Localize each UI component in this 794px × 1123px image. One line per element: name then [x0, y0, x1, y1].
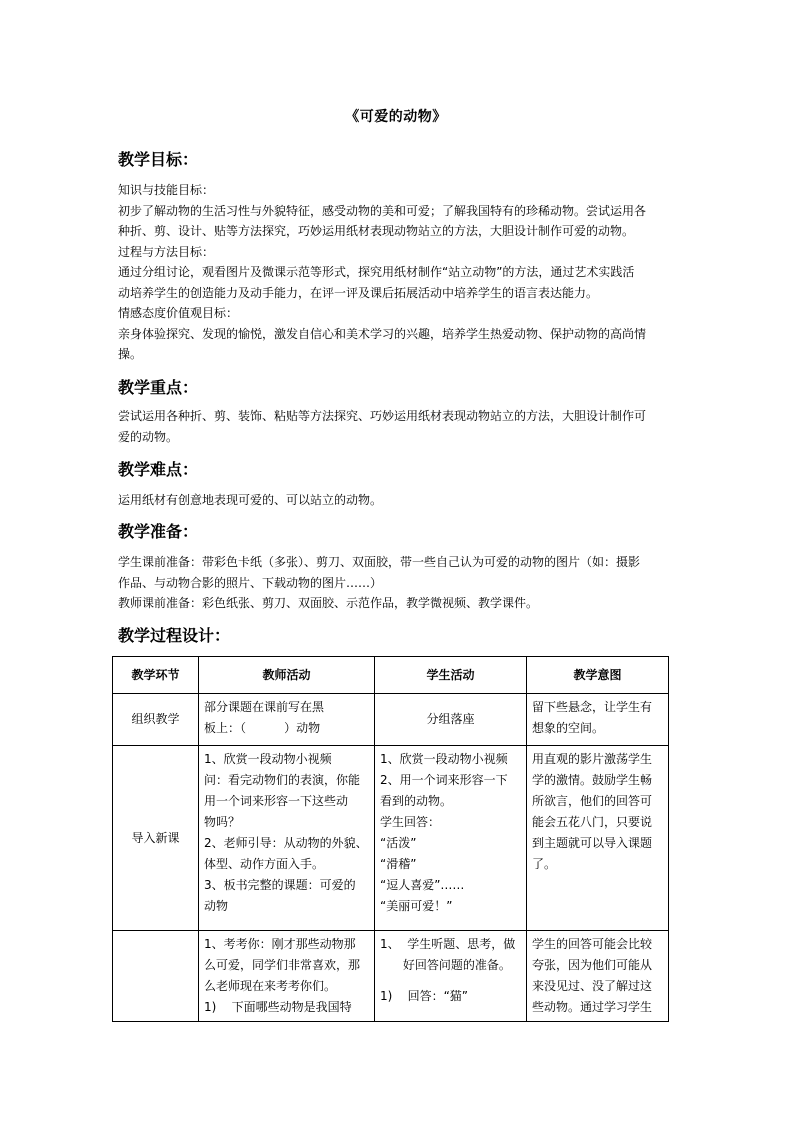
table-row — [113, 694, 669, 746]
intent-cell — [527, 694, 669, 746]
stage-cell: 组织教学 — [113, 694, 199, 746]
table-header-row — [113, 657, 669, 694]
heading-process: 教学过程设计： — [118, 626, 231, 645]
cell-line: “活泼” — [380, 836, 417, 850]
cell-line: 看到的动物。 — [380, 794, 453, 808]
heading-difficulties: 教学难点： — [118, 460, 199, 479]
teacher-cell — [199, 931, 375, 1022]
teacher-cell — [199, 746, 375, 931]
cell-line: 1、欣赏一段动物小视频 — [380, 752, 508, 766]
text-line: 过程与方法目标： — [118, 244, 215, 259]
text-line: 学生课前准备：带彩色卡纸（多张）、剪刀、双面胶，带一些自己认为可爱的动物的图片（如：摄影 — [118, 555, 641, 569]
key-points-text — [118, 406, 674, 447]
stage-cell — [113, 931, 199, 1022]
cell-line: 动物 — [204, 899, 229, 913]
cell-line — [380, 976, 521, 986]
text-line: 知识与技能目标： — [118, 183, 215, 197]
preparation-text — [118, 552, 674, 614]
header-intent: 教学意图 — [527, 657, 669, 694]
text-line: 操。 — [118, 347, 143, 361]
cell-line: 所欲言，他们的回答可 — [532, 794, 653, 808]
intent-cell — [527, 931, 669, 1022]
text-line: 动培养学生的创造能力及动手能力，在评一评及课后拓展活动中培养学生的语言表达能力。 — [118, 285, 599, 300]
student-cell — [375, 746, 527, 931]
cell-line: 学生回答： — [380, 815, 441, 829]
text-line: 初步了解动物的生活习性与外貌特征，感受动物的美和可爱；了解我国特有的珍稀动物。尝试运用各 — [118, 203, 647, 218]
teacher-cell — [199, 694, 375, 746]
header-student: 学生活动 — [375, 657, 527, 694]
text-line: 亲身体验探究、发现的愉悦，激发自信心和美术学习的兴趣，培养学生热爱动物、保护动物的高尚情 — [118, 326, 647, 341]
cell-line: “美丽可爱！” — [380, 899, 453, 913]
text-line: 运用纸材有创意地表现可爱的、可以站立的动物。 — [118, 493, 383, 507]
intent-cell — [527, 746, 669, 931]
cell-line: 来没见过、没了解过这 — [532, 979, 653, 993]
student-cell: 分组落座 — [375, 694, 527, 746]
cell-line: 么可爱，同学们非常喜欢，那 — [204, 958, 361, 972]
difficulties-text — [118, 490, 674, 511]
cell-line: 3、板书完整的课题：可爱的 — [204, 878, 356, 892]
cell-line: 物吗？ — [204, 815, 241, 829]
cell-line: 1) 下面哪些动物是我国特 — [204, 1000, 352, 1014]
table-row — [113, 931, 669, 1022]
text-line: 作品、与动物合影的照片、下载动物的图片……） — [118, 575, 383, 590]
cell-line: 板上：（ ）动物 — [204, 721, 321, 735]
header-stage: 教学环节 — [113, 657, 199, 694]
goals-text — [118, 180, 674, 365]
cell-line: 学生的回答可能会比较 — [532, 937, 653, 951]
cell-line: 问：看完动物们的表演，你能 — [204, 773, 361, 787]
cell-line: 么老师现在来考考你们。 — [204, 979, 337, 993]
heading-preparation: 教学准备： — [118, 522, 199, 541]
header-teacher: 教师活动 — [199, 657, 375, 694]
stage-cell: 导入新课 — [113, 746, 199, 931]
text-line: 教师课前准备：彩色纸张、剪刀、双面胶、示范作品，教学微视频、教学课件。 — [118, 596, 539, 610]
cell-line: 学的激情。鼓励学生畅 — [532, 773, 653, 787]
heading-key-points: 教学重点： — [118, 378, 199, 397]
cell-line: 想象的空间。 — [532, 721, 605, 735]
cell-line: 1、 学生听题、思考，做 — [380, 937, 516, 951]
cell-line: 能会五花八门，只要说 — [532, 815, 653, 829]
cell-line: “滑稽” — [380, 857, 417, 871]
cell-line: 体型、动作方面入手。 — [204, 857, 325, 871]
cell-line: 2、用一个词来形容一下 — [380, 773, 508, 787]
text-line: 种折、剪、设计、贴等方法探究，巧妙运用纸材表现动物站立的方法，大胆设计制作可爱的动物。 — [118, 224, 635, 238]
cell-line: 1、考考你：刚才那些动物那 — [204, 937, 356, 951]
cell-line: 些动物。通过学习学生 — [532, 1000, 653, 1014]
text-line: 情感态度价值观目标： — [118, 306, 239, 320]
table-row — [113, 746, 669, 931]
heading-goals: 教学目标： — [118, 150, 199, 169]
cell-line: 2、老师引导：从动物的外貌、 — [204, 836, 368, 850]
cell-line: 用直观的影片激荡学生 — [532, 752, 653, 766]
cell-line: 部分课题在课前写在黑 — [204, 700, 325, 714]
cell-line: 留下些悬念，让学生有 — [532, 700, 653, 714]
cell-line: “逗人喜爱”…… — [380, 878, 465, 892]
cell-line: 1、欣赏一段动物小视频 — [204, 752, 332, 766]
cell-line: 用一个词来形容一下这些动 — [204, 794, 349, 808]
cell-line: 到主题就可以导入课题 — [532, 836, 653, 850]
text-line: 爱的动物。 — [118, 429, 179, 444]
text-line: 尝试运用各种折、剪、装饰、粘贴等方法探究、巧妙运用纸材表现动物站立的方法，大胆设计制作可 — [118, 409, 647, 423]
cell-line: 夸张，因为他们可能从 — [532, 958, 653, 972]
process-table — [112, 656, 669, 1022]
student-cell — [375, 931, 527, 1022]
page-title: 《可爱的动物》 — [345, 109, 447, 125]
text-line: 通过分组讨论，观看图片及微课示范等形式，探究用纸材制作“站立动物”的方法，通过艺术实践活 — [118, 265, 635, 279]
cell-line: 好回答问题的准备。 — [380, 958, 511, 972]
cell-line: 了。 — [532, 857, 557, 871]
cell-line: 1) 回答：“猫” — [380, 989, 469, 1003]
